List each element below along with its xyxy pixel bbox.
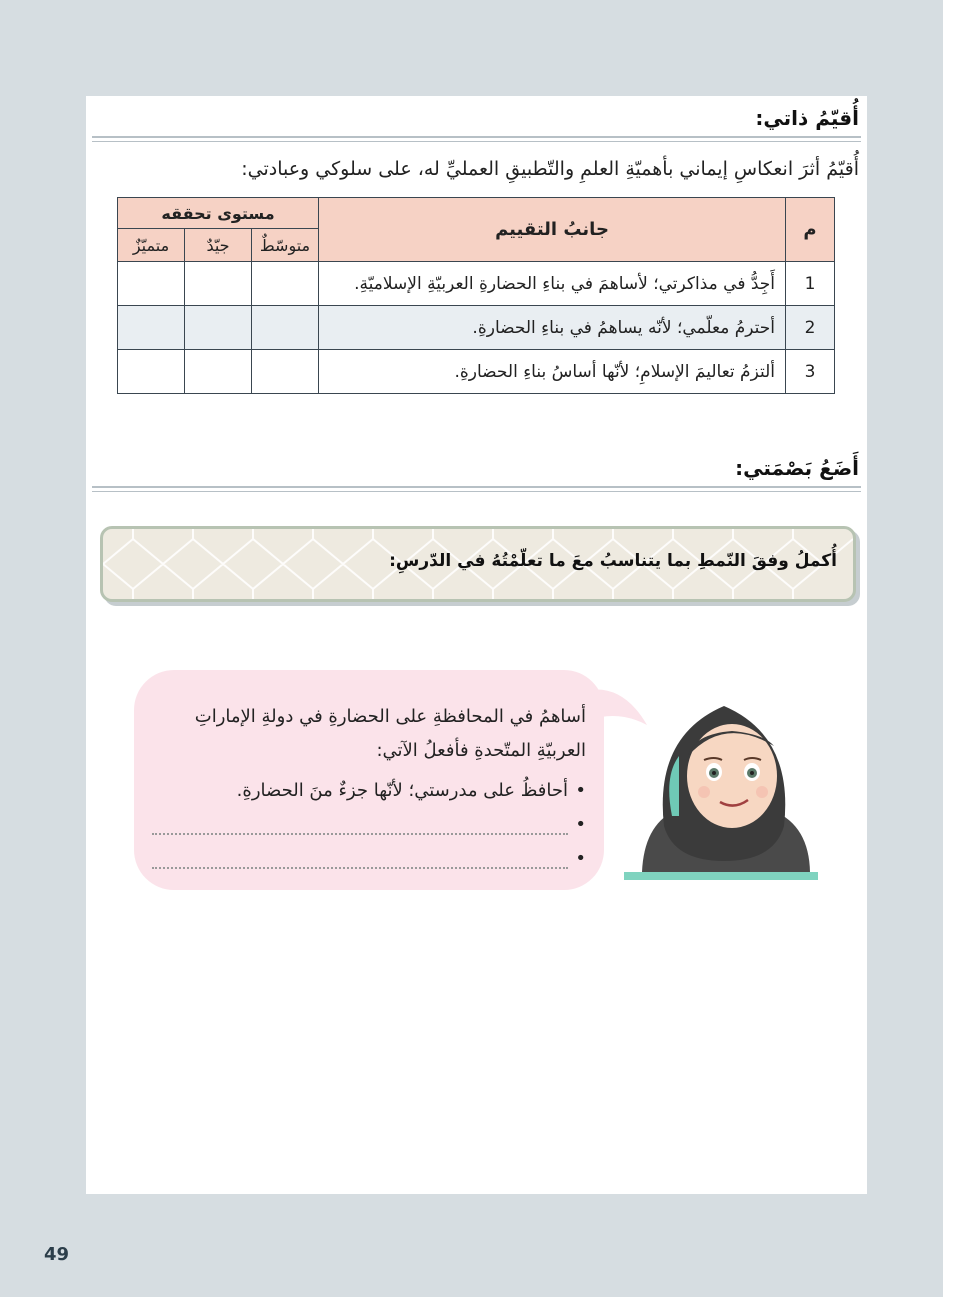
right-edge: [943, 0, 957, 1297]
speech-bubble: [134, 670, 604, 890]
check-excellent[interactable]: [118, 350, 185, 394]
title-rule-thin: [92, 141, 861, 142]
list-item[interactable]: [146, 808, 568, 842]
header-good: جيّدٌ: [185, 229, 252, 262]
banner-instruction: أُكملُ وفقَ النّمطِ بما يتناسبُ معَ ما تعلّمْتُهُ في الدّرسِ:: [389, 551, 837, 571]
check-excellent[interactable]: [118, 262, 185, 306]
list-item: • أحافظُ على مدرستي؛ لأنّها جزءٌ منَ الحضارةِ.: [146, 774, 568, 808]
page: [86, 96, 867, 1194]
header-average: متوسّطٌ: [252, 229, 319, 262]
assessment-instruction: أُقيّمُ أثرَ انعكاسِ إيماني بأهميّةِ العلمِ والتّطبيقِ العمليِّ له، على سلوكي وعبادتي:: [241, 158, 859, 180]
row-number: 2: [786, 306, 835, 350]
header-num: م: [786, 198, 835, 262]
row-aspect: ألتزمُ تعاليمَ الإسلامِ؛ لأنّها أساسُ بناءِ الحضارةِ.: [319, 350, 786, 394]
answer-line[interactable]: [152, 849, 568, 869]
check-average[interactable]: [252, 262, 319, 306]
table-row: [118, 306, 835, 350]
check-excellent[interactable]: [118, 306, 185, 350]
bubble-content: [146, 700, 586, 876]
table-row: [118, 350, 835, 394]
assessment-table: [117, 197, 835, 394]
answer-line[interactable]: [152, 815, 568, 835]
check-good[interactable]: [185, 350, 252, 394]
task-banner: [100, 526, 856, 602]
check-average[interactable]: [252, 306, 319, 350]
check-good[interactable]: [185, 306, 252, 350]
row-number: 3: [786, 350, 835, 394]
bubble-intro: أساهمُ في المحافظةِ على الحضارةِ في دولةِ الإماراتِ العربيّةِ المتّحدةِ فأفعلُ الآتي:: [194, 706, 586, 761]
girl-illustration: [624, 676, 824, 881]
row-aspect: أحترمُ معلّمي؛ لأنّه يساهمُ في بناءِ الحضارةِ.: [319, 306, 786, 350]
check-average[interactable]: [252, 350, 319, 394]
header-level: مستوى تحققه: [118, 198, 319, 229]
title-rule-thin: [92, 491, 861, 492]
row-aspect: أَجِدُّ في مذاكرتي؛ لأساهمَ في بناءِ الحضارةِ العربيّةِ الإسلاميّةِ.: [319, 262, 786, 306]
check-good[interactable]: [185, 262, 252, 306]
bubble-list: [146, 774, 586, 876]
header-excellent: متميّزٌ: [118, 229, 185, 262]
table-row: [118, 262, 835, 306]
title-rule: [92, 136, 861, 138]
title-rule: [92, 486, 861, 488]
row-number: 1: [786, 262, 835, 306]
self-assessment-title: أُقيّمُ ذاتي:: [755, 106, 859, 130]
page-number: 49: [44, 1244, 70, 1265]
my-mark-title: أَضَعُ بَصْمَتي:: [735, 456, 859, 480]
header-aspect: جانبُ التقييم: [319, 198, 786, 262]
list-item[interactable]: [146, 842, 568, 876]
